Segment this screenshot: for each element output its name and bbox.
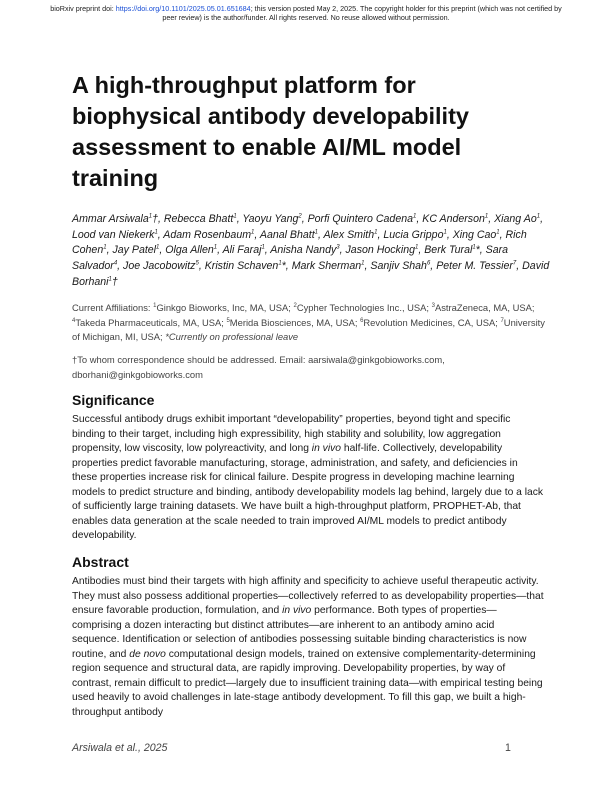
affiliation-marker: 5 bbox=[226, 317, 230, 324]
author-name: Xing Cao bbox=[452, 228, 497, 241]
author-affiliation-marker: 1 bbox=[278, 260, 282, 267]
affiliation-marker: 4 bbox=[72, 317, 76, 324]
affiliations bbox=[72, 301, 550, 345]
author-name: Jason Hocking bbox=[345, 244, 415, 257]
author-affiliation-marker: 1 bbox=[156, 244, 160, 251]
author-name: Sara Salvador bbox=[72, 244, 509, 273]
author-name: Aanal Bhatt bbox=[259, 228, 315, 241]
author-name: Ali Faraj bbox=[222, 244, 262, 257]
affiliation-marker: 6 bbox=[360, 317, 364, 324]
text-run: in vivo bbox=[282, 605, 312, 617]
significance-paragraph bbox=[72, 413, 544, 544]
footer-citation: Arsiwala et al., 2025 bbox=[72, 742, 168, 754]
author-separator: , bbox=[117, 260, 124, 273]
author-affiliation-marker: 7 bbox=[512, 260, 517, 267]
author-separator: † bbox=[111, 275, 118, 288]
author-affiliation-marker: 1 bbox=[484, 213, 489, 220]
author-separator: , bbox=[516, 260, 523, 273]
author-name: David Borhani bbox=[72, 260, 550, 288]
author-affiliation-marker: 1 bbox=[154, 229, 158, 236]
author-affiliation-marker: 1 bbox=[261, 244, 265, 251]
author-affiliation-marker: 1 bbox=[472, 244, 476, 251]
author-affiliation-marker: 5 bbox=[195, 260, 199, 267]
text-run: performance. Both types of properties—comprising a dozen interacting but distinct attributes—are inherent to an antibody amino acid sequence. Identification or selection of antibodies possessing suitable binding characteristics is now routine, and bbox=[72, 605, 527, 660]
author-separator: , bbox=[198, 260, 205, 273]
affiliation-text: Takeda Pharmaceuticals, MA, USA; bbox=[75, 316, 227, 328]
author-affiliation-marker: 3 bbox=[336, 244, 340, 251]
author-affiliation-marker: 1 bbox=[415, 244, 419, 251]
author-separator: , bbox=[488, 213, 495, 225]
author-separator: , bbox=[540, 213, 544, 225]
author-affiliation-marker: 6 bbox=[426, 260, 431, 267]
author-separator: , bbox=[430, 260, 437, 273]
author-name: Peter M. Tessier bbox=[436, 260, 513, 273]
author-name: Lood van Niekerk bbox=[72, 228, 155, 241]
author-list bbox=[72, 212, 550, 291]
author-affiliation-marker: 2 bbox=[298, 213, 302, 220]
author-affiliation-marker: 1 bbox=[213, 244, 218, 251]
author-name: Sanjiv Shah bbox=[370, 260, 427, 273]
affiliation-text: Merida Biosciences, MA, USA; bbox=[229, 316, 361, 328]
affiliation-text: University of Michigan, MI, USA; bbox=[72, 316, 545, 342]
author-name: Yaoyu Yang bbox=[242, 213, 299, 225]
author-separator: , bbox=[364, 260, 371, 273]
author-name: Alex Smith bbox=[323, 228, 375, 241]
author-name: KC Anderson bbox=[422, 213, 485, 225]
author-name: Ammar Arsiwala bbox=[72, 213, 149, 225]
text-run: computational design models, trained on extensive complementarity-determining region sequence and structural data, are rapidly improving. Developability properties, by way of contrast, remain difficult to predict—largely due to insufficient training data—with empirical testing being used heavily to avoid challenges in late-stage antibody development. To fill this gap, we built a high-throughput antibody bbox=[72, 648, 543, 718]
author-affiliation-marker: 1 bbox=[536, 213, 541, 220]
author-affiliation-marker: 1 bbox=[443, 229, 447, 236]
affiliations-label: Current Affiliations: bbox=[72, 302, 154, 313]
author-separator: *, bbox=[475, 244, 486, 257]
author-affiliation-marker: 1 bbox=[108, 276, 112, 283]
author-name: Berk Tural bbox=[424, 244, 473, 257]
correspondence-note: †To whom correspondence should be addressed. Email: aarsiwala@ginkgobioworks.com, dborhani@ginkgobioworks.com bbox=[72, 354, 445, 380]
author-name: Rebecca Bhatt bbox=[163, 213, 234, 225]
preprint-notice: bioRxiv preprint doi: https://doi.org/10.1101/2025.05.01.651684; this version posted May 2, 2025. The copyright holder for this preprint (which was not certified by peer review) is the author/funder. All rights reserved. No reuse allowed without permission. bbox=[50, 4, 562, 22]
author-name: Adam Rosenbaum bbox=[163, 228, 252, 241]
text-run: de novo bbox=[129, 648, 166, 660]
author-separator: , bbox=[254, 228, 260, 241]
text-run: Successful antibody drugs exhibit important “developability” properties, beyond tight and specific binding to their target, including high expressibility, high stability and solubility, low aggregation propensity, low viscosity, low polyreactivity, and long bbox=[72, 414, 511, 455]
author-separator: , bbox=[157, 228, 164, 241]
author-separator: , bbox=[499, 228, 506, 241]
author-separator: †, bbox=[152, 213, 164, 225]
text-run: in vivo bbox=[311, 443, 341, 455]
page-number: 1 bbox=[505, 742, 511, 754]
author-separator: , bbox=[301, 213, 308, 225]
affiliation-text: Revolution Medicines, CA, USA; bbox=[363, 316, 501, 328]
author-name: Joe Jacobowitz bbox=[123, 260, 196, 273]
abstract-heading: Abstract bbox=[72, 554, 129, 570]
affiliation-marker: 2 bbox=[293, 302, 297, 309]
author-affiliation-marker: 1 bbox=[233, 213, 237, 220]
author-affiliation-marker: 1 bbox=[496, 229, 500, 236]
author-affiliation-marker: 1 bbox=[413, 213, 417, 220]
author-separator: *, bbox=[281, 260, 292, 273]
author-separator: , bbox=[418, 244, 425, 257]
abstract-paragraph bbox=[72, 575, 544, 720]
author-name: Xiang Ao bbox=[494, 213, 537, 225]
author-name: Lucia Grippo bbox=[383, 228, 444, 241]
affiliation-text: AstraZeneca, MA, USA; bbox=[434, 302, 535, 313]
author-name: Jay Patel bbox=[112, 244, 157, 257]
author-separator: , bbox=[106, 244, 113, 257]
significance-heading: Significance bbox=[72, 392, 155, 408]
leave-note: *Currently on professional leave bbox=[165, 331, 299, 342]
author-affiliation-marker: 1 bbox=[148, 213, 153, 220]
affiliation-marker: 3 bbox=[431, 302, 435, 309]
text-run: Antibodies must bind their targets with high affinity and specificity to achieve useful therapeutic activity. They must also possess additional properties—collectively referred to as developability properties—that ensure favorable production, formulation, and bbox=[72, 576, 544, 617]
author-separator: , bbox=[236, 213, 243, 225]
author-separator: , bbox=[318, 228, 324, 241]
author-affiliation-marker: 1 bbox=[251, 229, 255, 236]
author-separator: , bbox=[339, 244, 346, 257]
affiliation-marker: 1 bbox=[153, 302, 157, 309]
author-affiliation-marker: 1 bbox=[374, 229, 378, 236]
author-separator: , bbox=[416, 213, 423, 225]
affiliation-marker: 7 bbox=[500, 317, 504, 324]
author-separator: , bbox=[159, 244, 166, 257]
author-affiliation-marker: 1 bbox=[361, 260, 365, 267]
author-separator: , bbox=[377, 228, 384, 241]
author-separator: , bbox=[264, 244, 271, 257]
author-separator: , bbox=[446, 228, 453, 241]
affiliation-text: Cypher Technologies Inc., USA; bbox=[296, 302, 432, 313]
paper-title: A high-throughput platform for biophysical antibody developability assessment to enable AI/ML model training bbox=[72, 72, 469, 191]
text-run: half-life. Collectively, developability properties predict favorable manufacturing, storage, administration, and safety, and deficiencies in these properties increase risk for clinical failure. Despite progress in developing machine learning models to predict structure and binding, antibody developability models lag behind, largely due to a lack of sufficiently large training datasets. We have built a high-throughput platform, PROPHET-Ab, that enables data generation at the scale needed to train improved AI/ML models to predict antibody developability. bbox=[72, 443, 544, 542]
author-affiliation-marker: 4 bbox=[113, 260, 118, 267]
doi-link[interactable]: https://doi.org/10.1101/2025.05.01.651684 bbox=[115, 4, 251, 13]
affiliation-text: Ginkgo Bioworks, Inc, MA, USA; bbox=[156, 302, 294, 313]
author-name: Olga Allen bbox=[165, 244, 214, 257]
author-name: Porfi Quintero Cadena bbox=[307, 213, 414, 225]
author-name: Kristin Schaven bbox=[204, 260, 279, 273]
author-separator: , bbox=[217, 244, 223, 257]
author-name: Rich Cohen bbox=[72, 228, 527, 257]
author-name: Mark Sherman bbox=[291, 260, 362, 273]
author-affiliation-marker: 1 bbox=[314, 229, 319, 236]
author-name: Anisha Nandy bbox=[270, 244, 337, 257]
author-affiliation-marker: 1 bbox=[103, 244, 107, 251]
